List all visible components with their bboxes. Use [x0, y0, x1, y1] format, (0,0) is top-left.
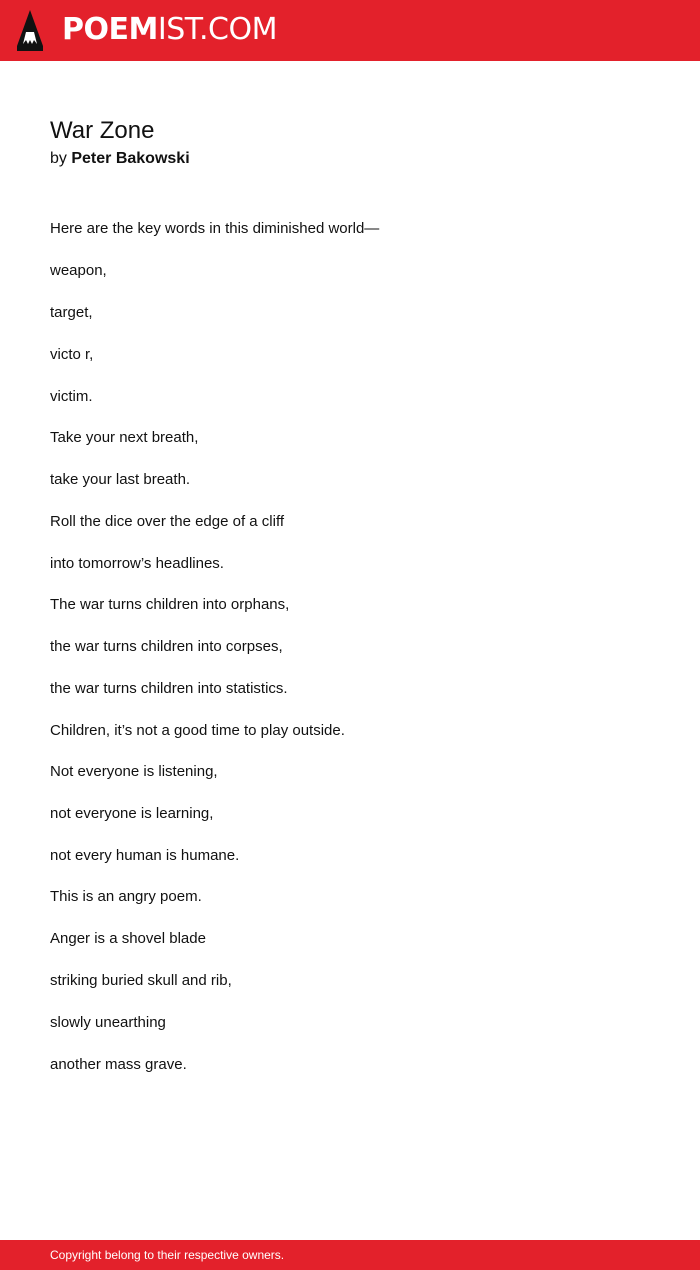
poem-line: Take your next breath,: [50, 429, 199, 446]
poem-stanza: [50, 887, 670, 1075]
site-footer: [0, 1240, 700, 1270]
poem-line: The war turns children into orphans,: [50, 596, 290, 613]
poem-line: victim.: [50, 388, 93, 405]
poem-line: the war turns children into statistics.: [50, 680, 288, 697]
poem-stanza: [50, 762, 670, 866]
poem-line: into tomorrow’s headlines.: [50, 555, 224, 572]
poem-line: another mass grave.: [50, 1056, 187, 1073]
pencil-tip-icon[interactable]: [17, 10, 43, 51]
poem-line: Children, it’s not a good time to play outside.: [50, 722, 345, 739]
poem-line: Here are the key words in this diminished world—: [50, 220, 380, 237]
poem-line: Not everyone is listening,: [50, 763, 218, 780]
poem-body: [50, 219, 670, 1096]
poem-line: the war turns children into corpses,: [50, 638, 283, 655]
poem-stanza: [50, 428, 670, 574]
poem-line: weapon,: [50, 262, 107, 279]
poem-line: Roll the dice over the edge of a cliff: [50, 513, 285, 530]
site-logo[interactable]: [62, 11, 277, 49]
logo-light-text: IST.COM: [157, 12, 277, 47]
poem-line: slowly unearthing: [50, 1014, 166, 1031]
logo-bold-text: POEM: [62, 12, 158, 47]
site-header: [0, 0, 700, 61]
poem-line: striking buried skull and rib,: [50, 972, 232, 989]
poem-line: take your last breath.: [50, 471, 191, 488]
poem-line: not everyone is learning,: [50, 805, 214, 822]
copyright-text: Copyright belong to their respective owners.: [50, 1248, 285, 1262]
poem-stanza: [50, 219, 670, 407]
poem-author: Peter Bakowski: [71, 150, 190, 167]
poem-line: This is an angry poem.: [50, 888, 202, 905]
poem-line: not every human is humane.: [50, 847, 240, 864]
poem-line: target,: [50, 304, 93, 321]
poem-title: War Zone: [50, 117, 155, 144]
poem-line: victo r,: [50, 346, 94, 363]
poem-byline: [50, 149, 190, 169]
poem-line: Anger is a shovel blade: [50, 930, 206, 947]
poem-stanza: [50, 595, 670, 741]
byline-prefix: by: [50, 150, 67, 167]
